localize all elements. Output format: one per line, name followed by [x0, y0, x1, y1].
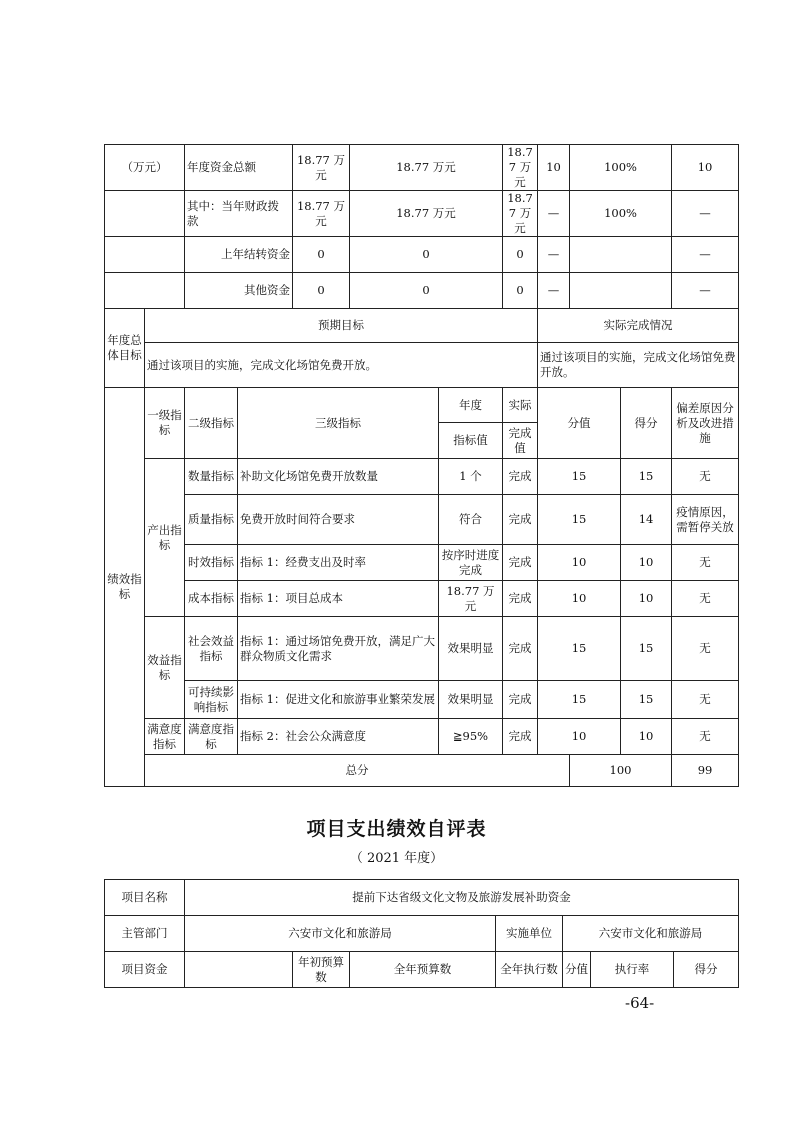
exec-rate-cell: 100%	[570, 191, 672, 237]
perf-row	[105, 495, 739, 545]
funds-row-carryover	[105, 237, 739, 273]
score-cell: 10	[621, 545, 672, 581]
full-year-exec-cell: 18.77 万元	[503, 191, 538, 237]
perf-row	[105, 581, 739, 617]
perf-row	[105, 545, 739, 581]
initial-budget-cell: 0	[293, 237, 350, 273]
full-year-exec-cell: 0	[503, 273, 538, 309]
score-cell: —	[672, 273, 739, 309]
level2-cell: 数量指标	[185, 459, 238, 495]
funds-row-other	[105, 273, 739, 309]
deviation-cell: 疫情原因，需暂停关放	[672, 495, 739, 545]
deviation-cell: 无	[672, 681, 739, 719]
department-row	[105, 916, 739, 952]
project-name-row	[105, 880, 739, 916]
full-exec-header: 全年执行数	[496, 952, 563, 988]
total-row	[105, 755, 739, 787]
score-value-header: 分值	[538, 388, 621, 459]
deviation-cell: 无	[672, 545, 739, 581]
page-number: -64-	[625, 994, 655, 1012]
deviation-cell: 无	[672, 459, 739, 495]
score-value-header: 分值	[563, 952, 591, 988]
level3-cell: 指标 1：经费支出及时率	[238, 545, 439, 581]
score-value-cell: 10	[538, 145, 570, 191]
score-value-cell: 10	[538, 581, 621, 617]
level2-cell: 可持续影响指标	[185, 681, 238, 719]
target-value-header: 指标值	[439, 423, 503, 459]
level3-cell: 指标 2：社会公众满意度	[238, 719, 439, 755]
level2-cell: 时效指标	[185, 545, 238, 581]
funds-row-label: 其他资金	[185, 273, 293, 309]
score-cell: 15	[621, 617, 672, 681]
actual-value-cell: 完成	[503, 681, 538, 719]
goal-content-row	[105, 343, 739, 388]
funds-empty-cell	[185, 952, 293, 988]
deviation-cell: 无	[672, 581, 739, 617]
goal-label: 年度总体目标	[105, 309, 145, 388]
level2-cell: 满意度指标	[185, 719, 238, 755]
funds-unit-cell	[105, 273, 185, 309]
actual-goal-text: 通过该项目的实施，完成文化场馆免费开放。	[538, 343, 739, 388]
level3-cell: 指标 1：项目总成本	[238, 581, 439, 617]
score-value-cell: —	[538, 237, 570, 273]
perf-row	[105, 719, 739, 755]
dept-value: 六安市文化和旅游局	[185, 916, 496, 952]
level3-cell: 补助文化场馆免费开放数量	[238, 459, 439, 495]
target-value-cell: 效果明显	[439, 681, 503, 719]
score-value-cell: 15	[538, 681, 621, 719]
level3-header: 三级指标	[238, 388, 439, 459]
full-year-budget-cell: 0	[350, 237, 503, 273]
goal-header-row	[105, 309, 739, 343]
full-budget-header: 全年预算数	[350, 952, 496, 988]
score-cell: —	[672, 237, 739, 273]
funds-unit-cell	[105, 191, 185, 237]
self-evaluation-table	[104, 879, 739, 988]
output-indicator-label: 产出指标	[145, 459, 185, 617]
project-name-value: 提前下达省级文化文物及旅游发展补助资金	[185, 880, 739, 916]
full-year-exec-cell: 0	[503, 237, 538, 273]
actual-value-cell: 完成	[503, 617, 538, 681]
actual-goal-header: 实际完成情况	[538, 309, 739, 343]
level3-cell: 指标 1：通过场馆免费开放，满足广大群众物质文化需求	[238, 617, 439, 681]
full-year-budget-cell: 18.77 万元	[350, 191, 503, 237]
funds-unit-cell	[105, 237, 185, 273]
total-score: 99	[672, 755, 739, 787]
impl-label: 实施单位	[496, 916, 563, 952]
score-cell: 14	[621, 495, 672, 545]
actual-value-cell: 完成	[503, 581, 538, 617]
performance-table-continued	[104, 144, 739, 787]
funds-row-label: 上年结转资金	[185, 237, 293, 273]
funds-row-label: 其中：当年财政拨款	[185, 191, 293, 237]
exec-rate-cell	[570, 237, 672, 273]
target-value-cell: 效果明显	[439, 617, 503, 681]
initial-budget-header: 年初预算数	[293, 952, 350, 988]
actual-value-header: 完成值	[503, 423, 538, 459]
exec-rate-cell	[570, 273, 672, 309]
score-cell: 15	[621, 459, 672, 495]
score-value-cell: 15	[538, 495, 621, 545]
deviation-cell: 无	[672, 617, 739, 681]
actual-value-cell: 完成	[503, 495, 538, 545]
score-value-cell: 10	[538, 719, 621, 755]
score-value-cell: 15	[538, 459, 621, 495]
perf-header-row-1	[105, 388, 739, 423]
full-year-budget-cell: 0	[350, 273, 503, 309]
total-score-value: 100	[570, 755, 672, 787]
funds-header-row	[105, 952, 739, 988]
deviation-header: 偏差原因分析及改进措施	[672, 388, 739, 459]
level2-header: 二级指标	[185, 388, 238, 459]
score-value-cell: —	[538, 191, 570, 237]
full-year-budget-cell: 18.77 万元	[350, 145, 503, 191]
dept-label: 主管部门	[105, 916, 185, 952]
exec-rate-cell: 100%	[570, 145, 672, 191]
target-value-cell: 符合	[439, 495, 503, 545]
target-value-cell: 1 个	[439, 459, 503, 495]
project-name-label: 项目名称	[105, 880, 185, 916]
annual-header: 年度	[439, 388, 503, 423]
funds-row-total	[105, 145, 739, 191]
perf-row	[105, 681, 739, 719]
score-value-cell: 10	[538, 545, 621, 581]
full-year-exec-cell: 18.77 万元	[503, 145, 538, 191]
perf-row	[105, 459, 739, 495]
initial-budget-cell: 18.77 万元	[293, 191, 350, 237]
perf-label: 绩效指标	[105, 388, 145, 787]
exec-rate-header: 执行率	[591, 952, 674, 988]
actual-value-cell: 完成	[503, 459, 538, 495]
impl-value: 六安市文化和旅游局	[563, 916, 739, 952]
score-header: 得分	[621, 388, 672, 459]
score-cell: 10	[621, 581, 672, 617]
target-value-cell: ≧95%	[439, 719, 503, 755]
score-cell: 10	[621, 719, 672, 755]
level3-cell: 指标 1：促进文化和旅游事业繁荣发展	[238, 681, 439, 719]
score-cell: 15	[621, 681, 672, 719]
level1-header: 一级指标	[145, 388, 185, 459]
score-header: 得分	[674, 952, 739, 988]
funds-row-fiscal	[105, 191, 739, 237]
actual-value-cell: 完成	[503, 719, 538, 755]
score-value-cell: —	[538, 273, 570, 309]
target-value-cell: 18.77 万元	[439, 581, 503, 617]
funds-unit-cell: （万元）	[105, 145, 185, 191]
initial-budget-cell: 0	[293, 273, 350, 309]
expected-goal-header: 预期目标	[145, 309, 538, 343]
deviation-cell: 无	[672, 719, 739, 755]
total-label: 总分	[145, 755, 570, 787]
benefit-indicator-label: 效益指标	[145, 617, 185, 719]
expected-goal-text: 通过该项目的实施，完成文化场馆免费开放。	[145, 343, 538, 388]
actual-value-cell: 完成	[503, 545, 538, 581]
level3-cell: 免费开放时间符合要求	[238, 495, 439, 545]
level2-cell: 成本指标	[185, 581, 238, 617]
perf-row	[105, 617, 739, 681]
target-value-cell: 按序时进度完成	[439, 545, 503, 581]
section-title: 项目支出绩效自评表	[306, 818, 487, 840]
score-cell: —	[672, 191, 739, 237]
score-cell: 10	[672, 145, 739, 191]
funds-row-label: 年度资金总额	[185, 145, 293, 191]
section-year: （ 2021 年度）	[349, 851, 444, 866]
score-value-cell: 15	[538, 617, 621, 681]
actual-header: 实际	[503, 388, 538, 423]
level2-cell: 社会效益指标	[185, 617, 238, 681]
funds-label: 项目资金	[105, 952, 185, 988]
level2-cell: 质量指标	[185, 495, 238, 545]
initial-budget-cell: 18.77 万元	[293, 145, 350, 191]
satisfaction-indicator-label: 满意度指标	[145, 719, 185, 755]
